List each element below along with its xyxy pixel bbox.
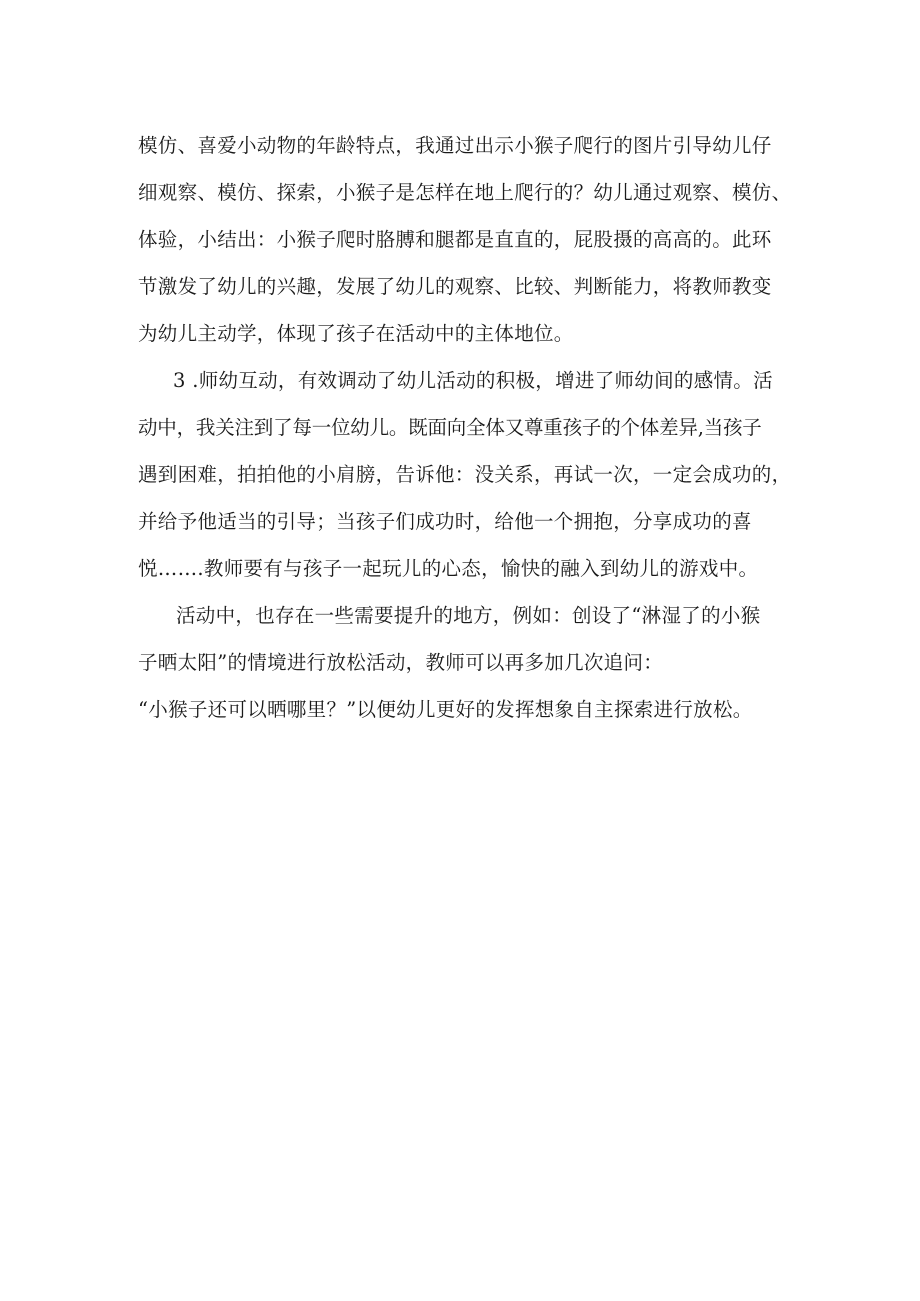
paragraph-line: 悦…….教师要有与孩子一起玩儿的心态，愉快的融入到幼儿的游戏中。 xyxy=(138,557,759,580)
paragraph-line: 活动中，也存在一些需要提升的地方，例如：创设了“淋湿了的小猴 xyxy=(176,604,761,627)
paragraph-line: 并给予他适当的引导；当孩子们成功时，给他一个拥抱，分享成功的喜 xyxy=(138,510,752,533)
paragraph-line: “小猴子还可以晒哪里？”以便幼儿更好的发挥想象自主探索进行放松。 xyxy=(138,698,753,721)
paragraph-line: 模仿、喜爱小动物的年龄特点，我通过出示小猴子爬行的图片引导幼儿仔 xyxy=(138,134,772,157)
paragraph-line: 为幼儿主动学，体现了孩子在活动中的主体地位。 xyxy=(138,322,574,345)
paragraph-line: 体验，小结出：小猴子爬时胳膊和腿都是直直的，屁股摄的高高的。此环 xyxy=(138,228,772,251)
paragraph-1 xyxy=(138,122,798,357)
document-body xyxy=(138,122,798,733)
paragraph-3 xyxy=(138,592,798,733)
paragraph-line: 动中，我关注到了每一位幼儿。既面向全体又尊重孩子的个体差异,当孩子 xyxy=(138,416,762,439)
paragraph-line: 子晒太阳”的情境进行放松活动，教师可以再多加几次追问： xyxy=(138,651,664,674)
paragraph-line: 遇到困难，拍拍他的小肩膀，告诉他：没关系，再试一次，一定会成功的， xyxy=(138,463,792,486)
paragraph-line: 细观察、模仿、探索，小猴子是怎样在地上爬行的？幼儿通过观察、模仿、 xyxy=(138,181,792,204)
paragraph-line: 3 .师幼互动，有效调动了幼儿活动的积极，增进了师幼间的感情。活 xyxy=(173,369,773,392)
paragraph-line: 节激发了幼儿的兴趣，发展了幼儿的观察、比较、判断能力，将教师教变 xyxy=(138,275,772,298)
paragraph-2 xyxy=(138,357,798,592)
